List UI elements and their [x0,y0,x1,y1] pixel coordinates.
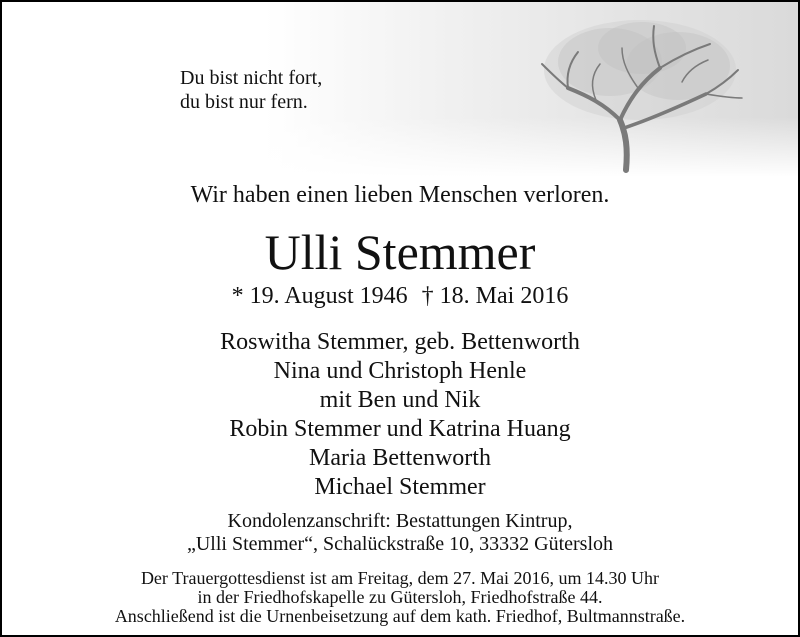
mourner-line: Roswitha Stemmer, geb. Bettenworth [220,329,580,355]
mourner-line: Michael Stemmer [314,474,486,500]
mourners-list [2,328,798,502]
intro-text: Wir haben einen lieben Menschen verloren. [190,182,610,208]
mourner-line: Robin Stemmer und Katrina Huang [229,416,571,442]
condolence-line: Kondolenzanschrift: Bestattungen Kintrup, [227,510,573,532]
service-line: in der Friedhofskapelle zu Gütersloh, Friedhofstraße 44. [197,587,603,607]
life-dates [2,282,798,310]
service-line: Anschließend ist die Urnenbeisetzung auf dem kath. Friedhof, Bultmannstraße. [114,606,686,626]
service-line: Der Trauergottesdienst ist am Freitag, dem 27. Mai 2016, um 14.30 Uhr [140,568,660,588]
service-details [2,569,798,626]
condolence-line: „Ulli Stemmer“, Schalückstraße 10, 33332 Gütersloh [186,533,613,555]
tree-illustration [522,8,752,173]
condolence-address [2,510,798,556]
quote-line: Du bist nicht fort, [180,67,323,89]
quote-verse [180,66,322,114]
death-date: † 18. Mai 2016 [421,283,569,309]
mourner-line: Nina und Christoph Henle [273,358,527,384]
quote-line: du bist nur fern. [180,91,308,113]
deceased-name: Ulli Stemmer [264,224,536,280]
birth-date: * 19. August 1946 [231,283,408,309]
mourner-line: Maria Bettenworth [309,445,491,471]
mourner-line: mit Ben und Nik [319,387,481,413]
